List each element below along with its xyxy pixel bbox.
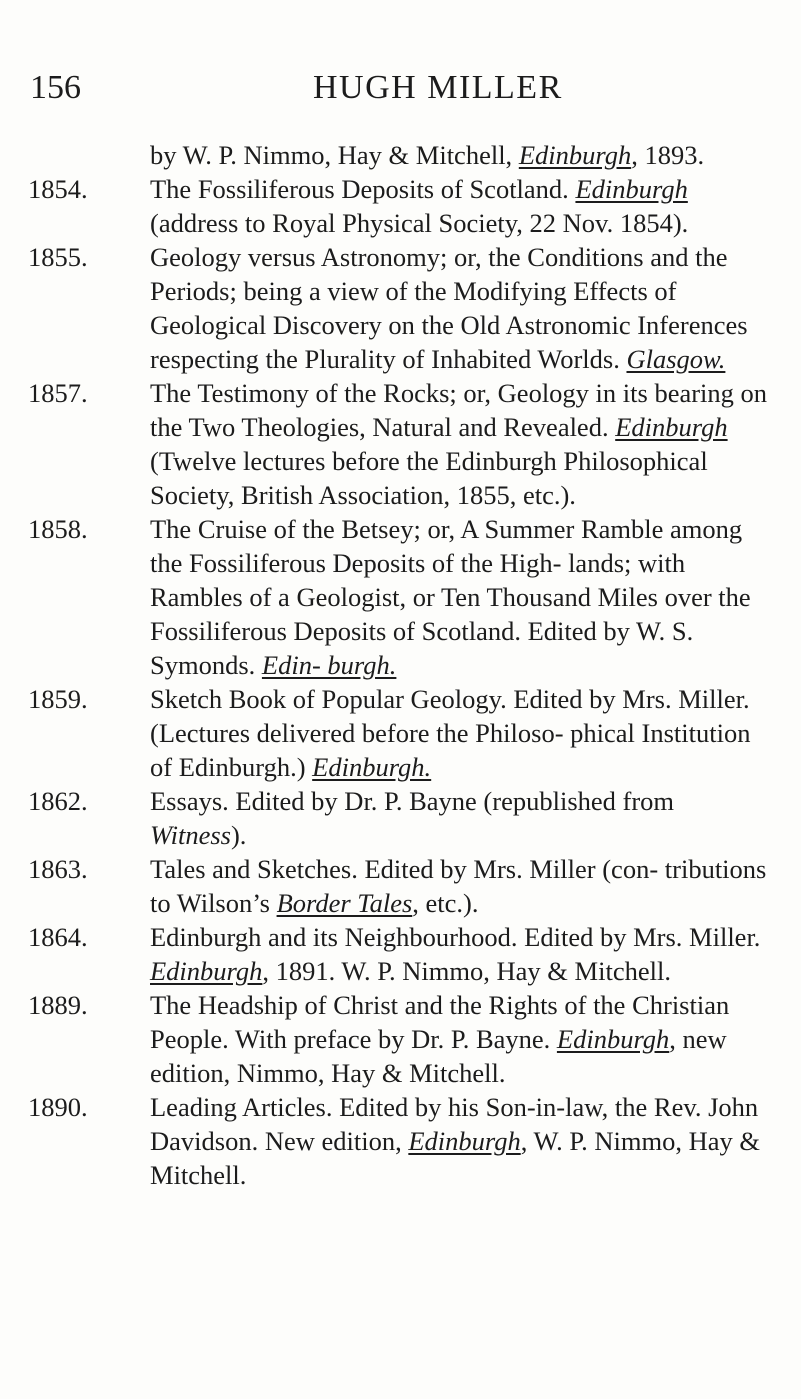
- entry-text-run: Tales and Sketches. Edited by Mrs. Miller (con- tributions to Wilson’s: [150, 854, 767, 918]
- entry-text-run: Edinburgh and its Neighbourhood. Edited by Mrs. Miller.: [150, 922, 761, 952]
- entry-text: [150, 512, 776, 682]
- entry-text-run: Sketch Book of Popular Geology. Edited by Mrs. Miller. (Lectures delivered before the Philoso- phical Institution of Edinburgh.): [150, 684, 751, 782]
- entry-text-run: Essays. Edited by Dr. P. Bayne (republished from: [150, 786, 675, 816]
- entry-text-run: Geology versus Astronomy; or, the Conditions and the Periods; being a view of the Modifying Effects of Geological Discovery on the Old Astronomic Inferences respecting the Plurality of Inhabited Worlds.: [150, 242, 748, 374]
- entry-text-run: The Fossiliferous Deposits of Scotland.: [150, 174, 576, 204]
- entry-text-run: The Cruise of the Betsey; or, A Summer Ramble among the Fossiliferous Deposits of the High- lands; with Rambles of a Geologist, or Ten Thousand Miles over the Fossiliferous Deposits of Scotland. Edited by W. S. Symonds.: [150, 514, 751, 680]
- bibliography-entry: [28, 512, 776, 682]
- bibliography-entry: [28, 988, 776, 1090]
- entry-text: [150, 138, 776, 172]
- entry-year: 1863.: [28, 854, 88, 884]
- place-name: Edinburgh: [150, 956, 263, 986]
- entry-text-run: (Twelve lectures before the Edinburgh Philosophical Society, British Association, 1855, etc.).: [150, 446, 708, 510]
- entry-year: 1854.: [28, 174, 88, 204]
- bibliography-list: [28, 138, 776, 1192]
- entry-year: 1890.: [28, 1092, 88, 1122]
- entry-text: [150, 988, 776, 1090]
- entry-text-run: by W. P. Nimmo, Hay & Mitchell,: [150, 140, 519, 170]
- entry-text-run: , W. P. Nimmo, Hay & Mitchell.: [150, 1126, 760, 1190]
- bibliography-entry: [28, 682, 776, 784]
- entry-year: 1855.: [28, 242, 88, 272]
- entry-text: [150, 172, 776, 240]
- entry-year: 1889.: [28, 990, 88, 1020]
- bibliography-entry: [28, 376, 776, 512]
- place-name: Edinburgh: [615, 412, 728, 442]
- entry-year: [28, 138, 150, 172]
- entry-text: [150, 376, 776, 512]
- place-name: Edinburgh: [575, 174, 688, 204]
- entry-text: [150, 240, 776, 376]
- entry-text-run: , etc.).: [412, 888, 479, 918]
- place-name: Border Tales: [276, 888, 413, 918]
- entry-text: [150, 784, 776, 852]
- entry-year: 1857.: [28, 378, 88, 408]
- entry-year: 1859.: [28, 684, 88, 714]
- entry-text-run: , new edition, Nimmo, Hay & Mitchell.: [150, 1024, 727, 1088]
- place-name: Edinburgh: [518, 140, 632, 170]
- entry-text: [150, 852, 776, 920]
- entry-text: [150, 1090, 776, 1192]
- place-name: Edin- burgh.: [261, 650, 397, 680]
- entry-text-run: (address to Royal Physical Society, 22 Nov. 1854).: [150, 208, 689, 238]
- page-number: 156: [30, 69, 81, 106]
- place-name: Edinburgh.: [312, 752, 432, 782]
- bibliography-entry: [28, 784, 776, 852]
- entry-text-run: Leading Articles. Edited by his Son-in-law, the Rev. John Davidson. New edition,: [150, 1092, 759, 1156]
- bibliography-entry: [28, 1090, 776, 1192]
- place-name: Glasgow.: [626, 344, 726, 374]
- entry-text-run: , 1893.: [631, 140, 705, 170]
- entry-year: 1862.: [28, 786, 88, 816]
- entry-text: [150, 682, 776, 784]
- entry-text-run: , 1891. W. P. Nimmo, Hay & Mitchell.: [262, 956, 671, 986]
- entry-text-run: The Testimony of the Rocks; or, Geology in its bearing on the Two Theologies, Natural and Revealed.: [150, 378, 768, 442]
- entry-text: [150, 920, 776, 988]
- running-head: HUGH MILLER: [313, 69, 563, 106]
- italic-title: Witness: [150, 820, 231, 850]
- bibliography-entry: [28, 138, 776, 172]
- bibliography-entry: [28, 852, 776, 920]
- entry-year: 1864.: [28, 922, 88, 952]
- place-name: Edinburgh: [408, 1126, 521, 1156]
- bibliography-entry: [28, 240, 776, 376]
- bibliography-entry: [28, 172, 776, 240]
- bibliography-entry: [28, 920, 776, 988]
- place-name: Edinburgh: [556, 1024, 670, 1054]
- entry-text-run: The Headship of Christ and the Rights of the Christian People. With preface by Dr. P. Bayne.: [150, 990, 730, 1054]
- entry-year: 1858.: [28, 514, 88, 544]
- entry-text-run: ).: [230, 820, 247, 850]
